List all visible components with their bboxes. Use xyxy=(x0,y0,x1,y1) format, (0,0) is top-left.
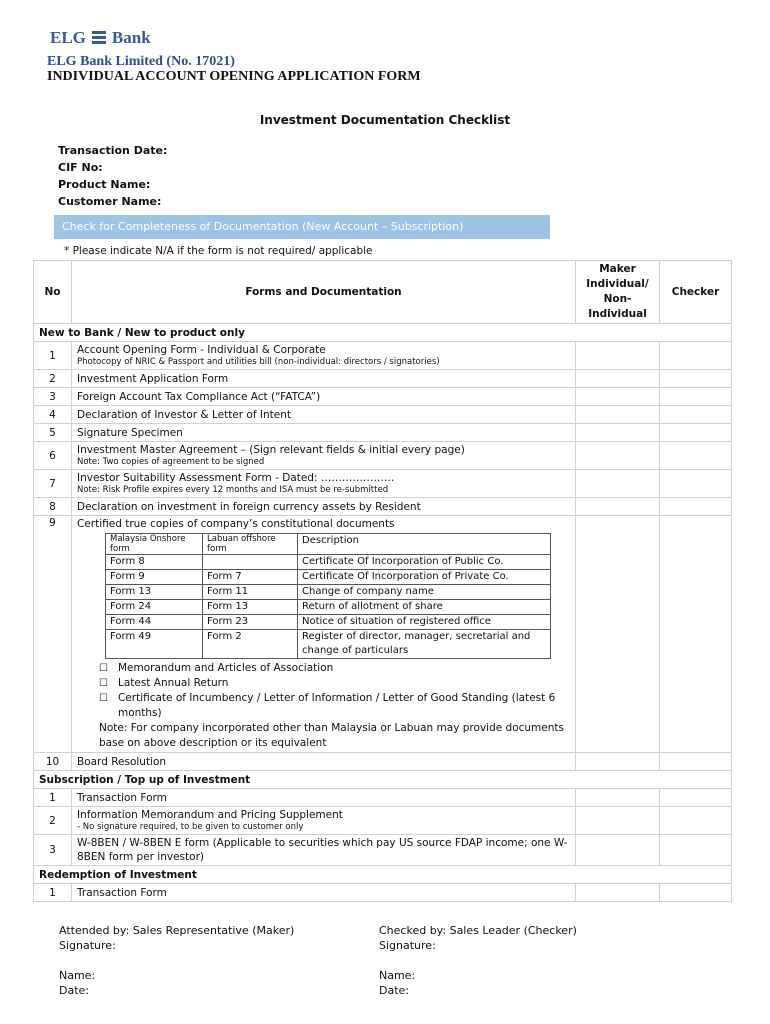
row-number: 7 xyxy=(34,470,72,498)
checker-cell[interactable] xyxy=(660,470,732,498)
meta-fields xyxy=(58,142,167,210)
forms-table xyxy=(105,533,551,659)
document-name: Signature Specimen xyxy=(77,426,183,439)
row9-note: Note: For company incorporated other than Malaysia or Labuan may provide documents base on above description or its equivalent xyxy=(99,722,564,749)
row-number: 3 xyxy=(34,835,72,866)
forms-table-cell: Return of allotment of share xyxy=(298,600,551,615)
document-name: Declaration of Investor & Letter of Intent xyxy=(77,408,291,421)
row-document xyxy=(72,789,576,807)
forms-table-header-cell: Labuan offshore form xyxy=(203,534,298,555)
checked-by: Checked by: Sales Leader (Checker) xyxy=(379,924,577,937)
row-number: 1 xyxy=(34,342,72,370)
checkbox-label: Memorandum and Articles of Association xyxy=(117,662,334,674)
row-number: 8 xyxy=(34,498,72,516)
checkbox-icon[interactable]: ☐ xyxy=(99,678,108,689)
checker-cell[interactable] xyxy=(660,516,732,753)
table-row xyxy=(34,498,732,516)
row-document xyxy=(72,342,576,370)
forms-table-cell: Form 23 xyxy=(203,615,298,630)
forms-table-cell: Form 49 xyxy=(106,630,203,659)
maker-cell[interactable] xyxy=(576,498,660,516)
section-banner: Check for Completeness of Documentation (New Account – Subscription) xyxy=(54,215,550,239)
document-name: Investor Suitability Assessment Form - Dated: ………………… xyxy=(77,472,395,484)
checklist-title: Investment Documentation Checklist xyxy=(259,113,511,127)
section-redemption xyxy=(34,866,732,884)
footer-maker xyxy=(59,923,294,998)
checkbox-item[interactable] xyxy=(77,691,570,721)
document-note: - No signature required, to be given to customer only xyxy=(77,822,304,832)
checker-cell[interactable] xyxy=(660,753,732,771)
logo-text-left: ELG xyxy=(50,28,86,47)
row-number: 5 xyxy=(34,424,72,442)
maker-cell[interactable] xyxy=(576,424,660,442)
product-name-label: Product Name: xyxy=(58,178,151,191)
forms-table-header xyxy=(106,534,551,555)
forms-table-cell: Certificate Of Incorporation of Public Co. xyxy=(298,555,551,570)
forms-table-row xyxy=(106,615,551,630)
table-row xyxy=(34,789,732,807)
forms-table-cell: Form 13 xyxy=(106,585,203,600)
row-document xyxy=(72,807,576,835)
header-forms: Forms and Documentation xyxy=(72,261,576,324)
maker-date: Date: xyxy=(59,984,89,997)
footer-checker xyxy=(379,923,577,998)
row-number: 1 xyxy=(34,789,72,807)
document-name: W-8BEN / W-8BEN E form (Applicable to securities which pay US source FDAP income; one W-8BEN form per investor) xyxy=(77,837,568,863)
bank-logo-icon xyxy=(90,29,108,47)
forms-table-cell: Certificate Of Incorporation of Private Co. xyxy=(298,570,551,585)
cif-no-label: CIF No: xyxy=(58,161,103,174)
table-row xyxy=(34,342,732,370)
row-document xyxy=(72,884,576,902)
checker-cell[interactable] xyxy=(660,835,732,866)
forms-table-cell: Form 9 xyxy=(106,570,203,585)
maker-cell[interactable] xyxy=(576,753,660,771)
checker-cell[interactable] xyxy=(660,370,732,388)
checkbox-item[interactable] xyxy=(77,661,570,676)
maker-name: Name: xyxy=(59,969,96,982)
document-name: Transaction Form xyxy=(77,886,167,899)
row-document xyxy=(72,498,576,516)
row-number: 2 xyxy=(34,370,72,388)
form-title: INDIVIDUAL ACCOUNT OPENING APPLICATION FORM xyxy=(47,69,421,84)
table-row xyxy=(34,406,732,424)
forms-table-cell: Change of company name xyxy=(298,585,551,600)
maker-cell[interactable] xyxy=(576,370,660,388)
forms-table-cell: Form 2 xyxy=(203,630,298,659)
forms-table-cell: Form 11 xyxy=(203,585,298,600)
table-row xyxy=(34,807,732,835)
section-new-to-bank xyxy=(34,324,732,342)
document-name: Investment Application Form xyxy=(77,372,229,385)
forms-table-cell: Form 44 xyxy=(106,615,203,630)
forms-table-cell: Notice of situation of registered office xyxy=(298,615,551,630)
row-document xyxy=(72,835,576,866)
maker-cell[interactable] xyxy=(576,388,660,406)
transaction-date-label: Transaction Date: xyxy=(58,144,168,157)
section-title: New to Bank / New to product only xyxy=(34,324,732,342)
forms-table-cell: Form 13 xyxy=(203,600,298,615)
checker-cell[interactable] xyxy=(660,424,732,442)
checkbox-item[interactable] xyxy=(77,676,570,691)
row-number: 2 xyxy=(34,807,72,835)
row-number: 9 xyxy=(34,516,72,753)
forms-table-row xyxy=(106,555,551,570)
forms-table-row xyxy=(106,585,551,600)
document-name: Foreign Account Tax Compliance Act (“FATCA”) xyxy=(77,390,321,403)
row-document xyxy=(72,388,576,406)
maker-cell[interactable] xyxy=(576,807,660,835)
row-number: 3 xyxy=(34,388,72,406)
table-row xyxy=(34,470,732,498)
document-name: Transaction Form xyxy=(77,791,167,804)
row-document xyxy=(72,470,576,498)
maker-cell[interactable] xyxy=(576,406,660,424)
attended-by: Attended by: Sales Representative (Maker) xyxy=(59,924,295,937)
forms-table-cell: Form 24 xyxy=(106,600,203,615)
checker-cell[interactable] xyxy=(660,442,732,470)
table-row xyxy=(34,388,732,406)
checklist-table xyxy=(33,260,732,902)
maker-cell[interactable] xyxy=(576,835,660,866)
bank-name: ELG Bank Limited (No. 17021) xyxy=(47,54,235,69)
forms-table-cell: Form 8 xyxy=(106,555,203,570)
checkbox-icon[interactable]: ☐ xyxy=(99,663,108,674)
document-name: Account Opening Form - Individual & Corporate xyxy=(77,344,326,356)
customer-name-label: Customer Name: xyxy=(58,195,162,208)
checker-cell[interactable] xyxy=(660,807,732,835)
maker-cell[interactable] xyxy=(576,470,660,498)
checker-date: Date: xyxy=(379,984,409,997)
document-note: Note: Two copies of agreement to be signed xyxy=(77,457,265,467)
table-row xyxy=(34,370,732,388)
forms-table-row xyxy=(106,600,551,615)
forms-table-cell xyxy=(203,555,298,570)
table-row xyxy=(34,835,732,866)
na-note: * Please indicate N/A if the form is not required/ applicable xyxy=(64,245,373,257)
document-name: Information Memorandum and Pricing Supplement xyxy=(77,809,343,821)
maker-cell[interactable] xyxy=(576,789,660,807)
row-document xyxy=(72,370,576,388)
row-number: 10 xyxy=(34,753,72,771)
forms-table-row xyxy=(106,570,551,585)
checker-name: Name: xyxy=(379,969,416,982)
document-name: Certified true copies of company’s constitutional documents xyxy=(77,518,395,530)
checker-cell[interactable] xyxy=(660,388,732,406)
table-row xyxy=(34,884,732,902)
header-no: No xyxy=(34,261,72,324)
checkbox-label: Certificate of Incumbency / Letter of Information / Letter of Good Standing (latest 6 months) xyxy=(117,692,556,719)
maker-signature: Signature: xyxy=(59,939,116,952)
checker-cell[interactable] xyxy=(660,789,732,807)
section-title: Redemption of Investment xyxy=(34,866,732,884)
document-note: Note: Risk Profile expires every 12 months and ISA must be re-submitted xyxy=(77,485,389,495)
row-document xyxy=(72,406,576,424)
table-row xyxy=(34,442,732,470)
forms-table-cell: Register of director, manager, secretarial and change of particulars xyxy=(298,630,551,659)
checker-cell[interactable] xyxy=(660,342,732,370)
forms-table-header-cell: Malaysia Onshore form xyxy=(106,534,203,555)
checkbox-label: Latest Annual Return xyxy=(117,677,229,689)
forms-table-cell: Form 7 xyxy=(203,570,298,585)
row-document: Board Resolution xyxy=(72,753,576,771)
document-name: Investment Master Agreement – (Sign relevant fields & initial every page) xyxy=(77,444,465,456)
row-number: 4 xyxy=(34,406,72,424)
checkbox-icon[interactable]: ☐ xyxy=(99,693,108,704)
table-row xyxy=(34,753,732,771)
header-maker: Maker Individual/ Non-Individual xyxy=(576,261,660,324)
row-document xyxy=(72,424,576,442)
checker-cell[interactable] xyxy=(660,884,732,902)
bank-logo xyxy=(50,28,151,48)
table-row-9 xyxy=(34,516,732,753)
row-document xyxy=(72,516,576,753)
maker-cell[interactable] xyxy=(576,342,660,370)
maker-cell[interactable] xyxy=(576,884,660,902)
document-note: Photocopy of NRIC & Passport and utilities bill (non-individual: directors / signatories) xyxy=(77,357,440,367)
maker-cell[interactable] xyxy=(576,442,660,470)
forms-table-header-cell: Description xyxy=(298,534,551,555)
row-document xyxy=(72,442,576,470)
forms-table-row xyxy=(106,630,551,659)
row-number: 1 xyxy=(34,884,72,902)
checker-cell[interactable] xyxy=(660,498,732,516)
section-subscription xyxy=(34,771,732,789)
document-name: Declaration on investment in foreign currency assets by Resident xyxy=(77,500,421,513)
maker-cell[interactable] xyxy=(576,516,660,753)
checker-cell[interactable] xyxy=(660,406,732,424)
row-number: 6 xyxy=(34,442,72,470)
table-row xyxy=(34,424,732,442)
checker-signature: Signature: xyxy=(379,939,436,952)
logo-text-right: Bank xyxy=(111,28,151,47)
header-checker: Checker xyxy=(660,261,732,324)
section-title: Subscription / Top up of Investment xyxy=(34,771,732,789)
